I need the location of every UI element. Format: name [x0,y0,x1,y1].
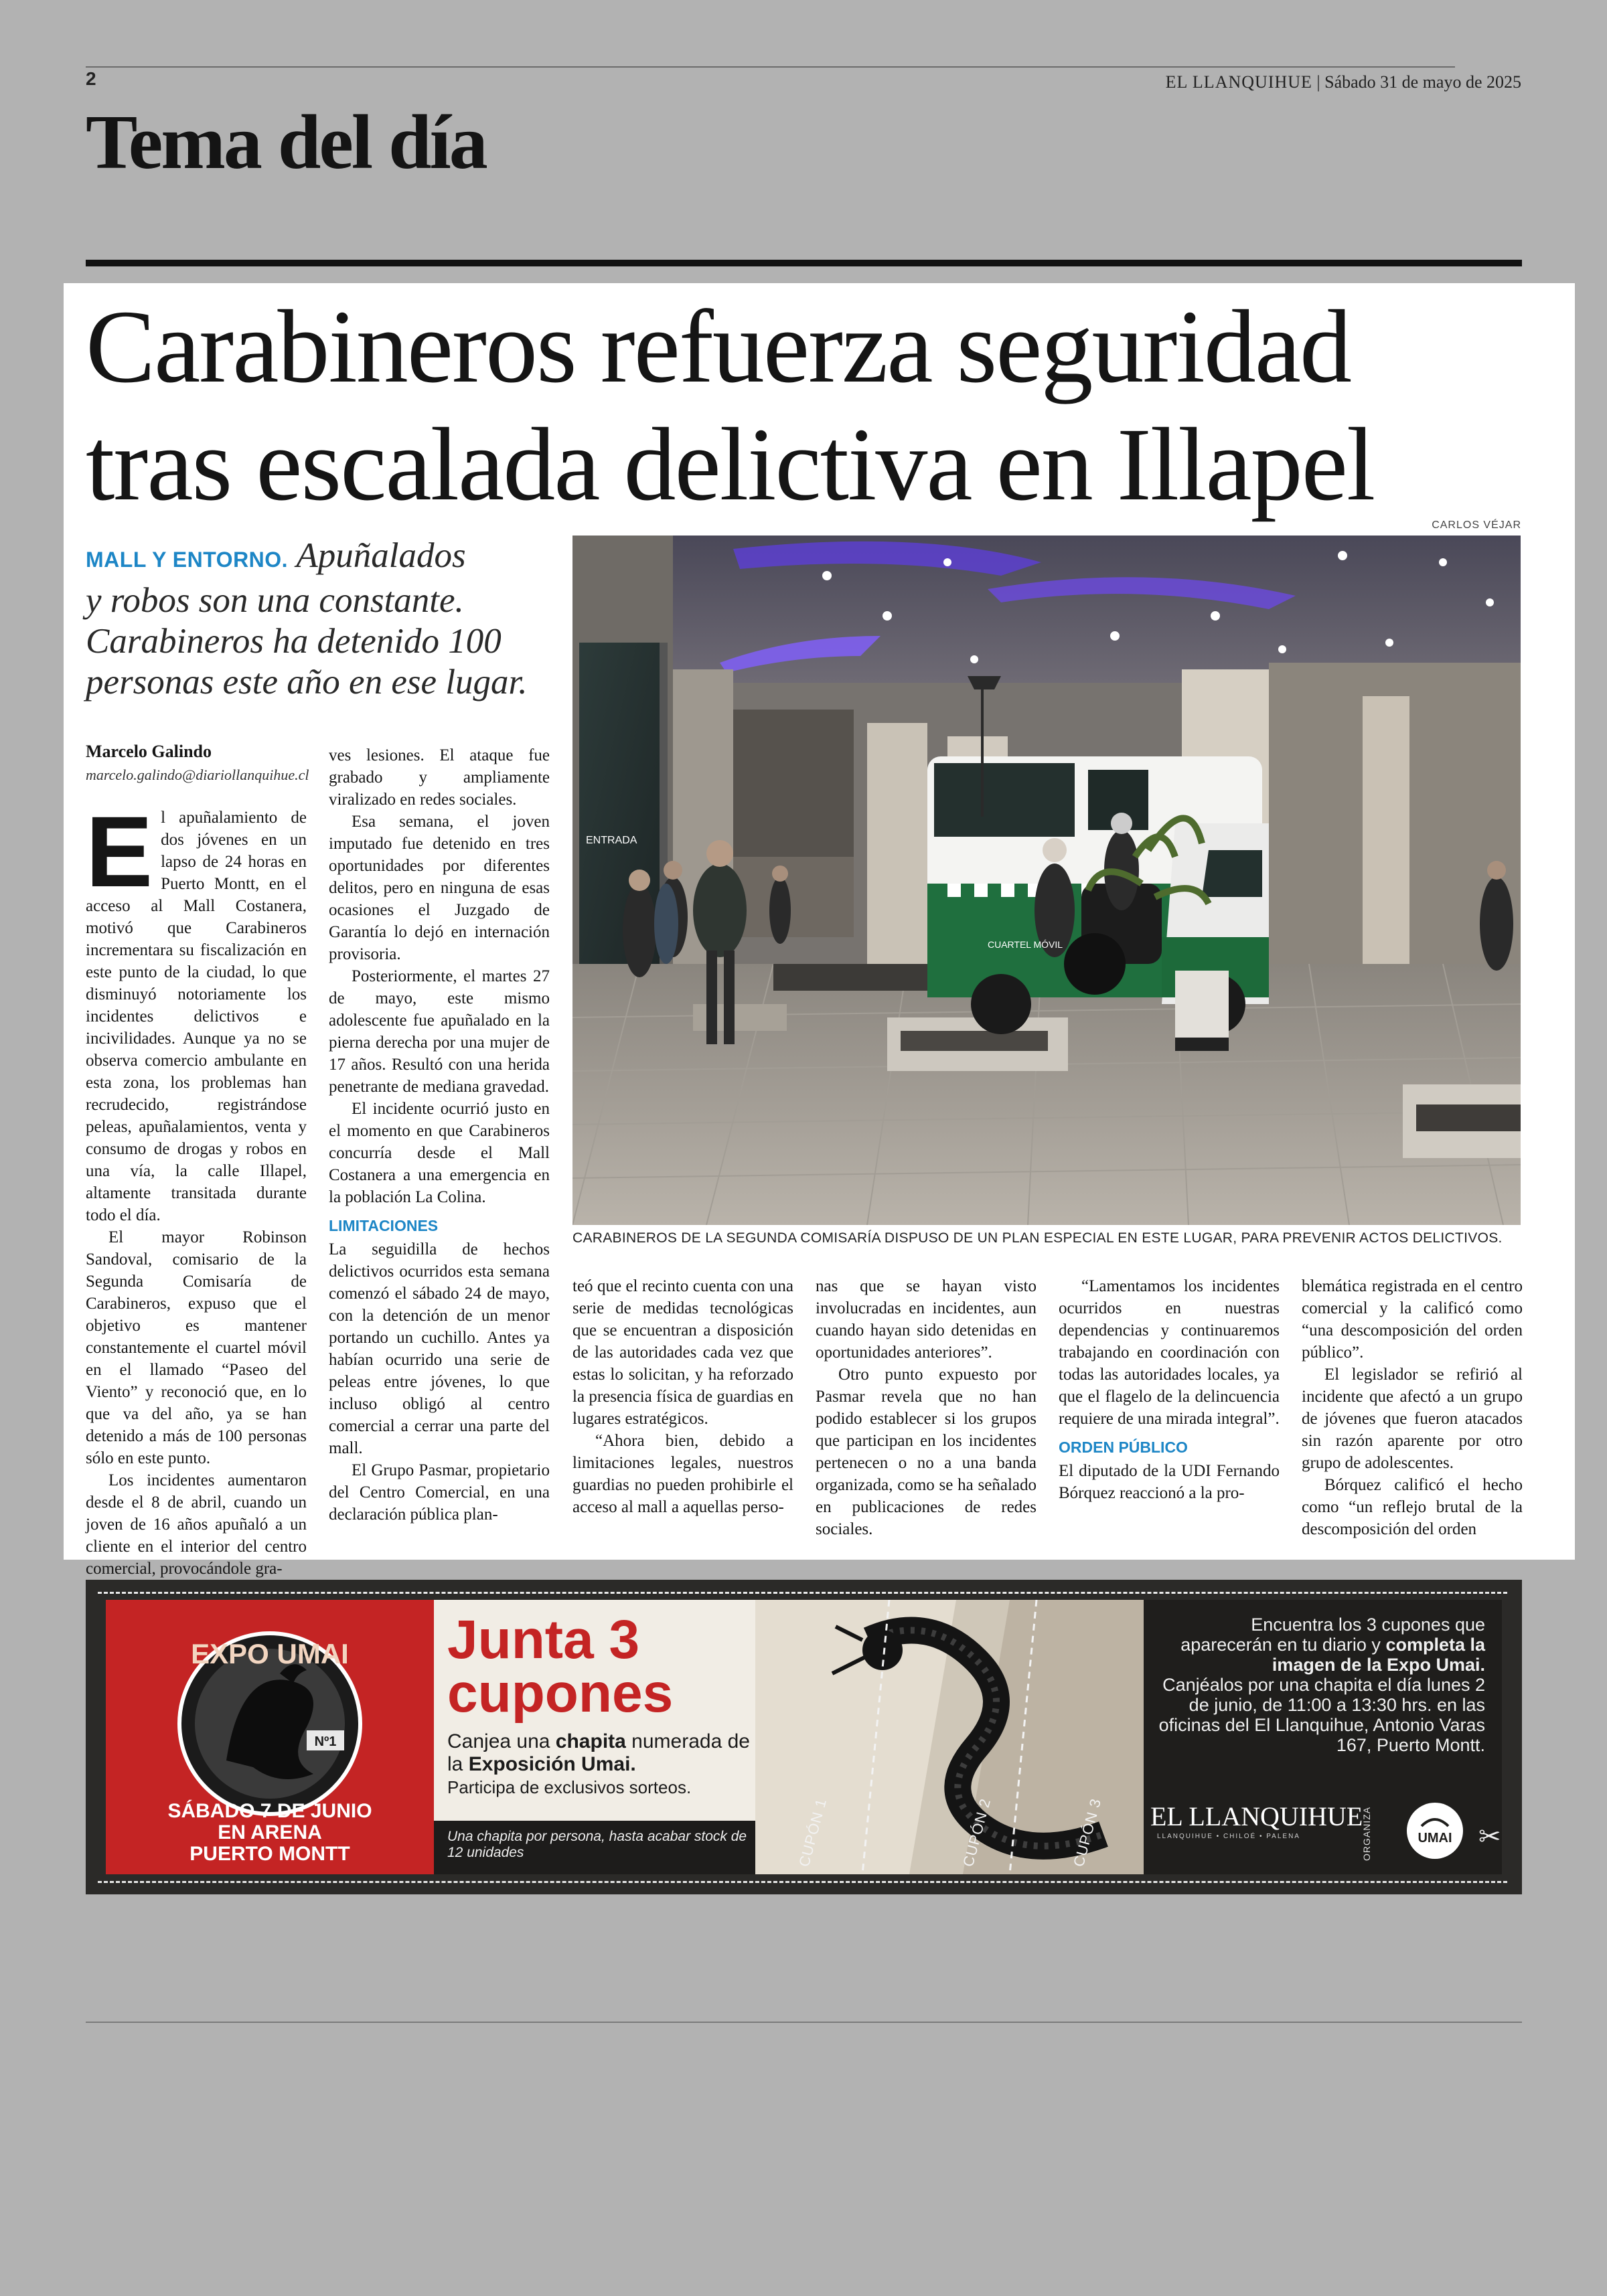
paper-name: EL LLANQUIHUE [1165,72,1312,92]
col2-para-5: La seguidilla de hechos delictivos ocurridos esta semana comenzó el sábado 24 de mayo, con la detención de un menor portando un cuchillo. Antes ya habían ocurrido una serie de peleas entre jóvenes, lo que incluso obligó al centro comercial a cerrar una parte del mall. [329,1240,550,1457]
subhead-limitaciones: LIMITACIONES [329,1217,439,1234]
col2-para-3: Posteriormente, el martes 27 de mayo, este mismo adolescente fue apuñalado en la pierna derecha por una mujer de 17 años. Resultó con una herida penetrante de mediana gravedad. [329,967,550,1096]
col5-para-2: El diputado de la UDI Fernando Bórquez reaccionó a la pro- [1059,1462,1280,1502]
ad-text [447,1730,755,1799]
col2-para-1: ves lesiones. El ataque fue grabado y ampliamente viralizado en redes sociales. [329,746,550,809]
coupon-3-label: CUPÓN 3 [1070,1796,1105,1869]
author-name: Marcelo Galindo [86,742,212,761]
col4-para-2: Otro punto expuesto por Pasmar revela que no han podido establecer si los grupos que participan en los incidentes pertenecen o no a una banda organizada, como se ha señalado en publicaciones de redes sociales. [816,1366,1037,1538]
coupon-strip [755,1600,1144,1874]
event-line-2: EN ARENA [218,1821,322,1843]
kicker-line-4: personas este año en ese lugar. [86,663,528,702]
mall-scene-illustration [572,536,1521,1225]
scissors-icon: ✂ [1478,1821,1501,1852]
photo-caption: CARABINEROS DE LA SEGUNDA COMISARÍA DISPUSO DE UN PLAN ESPECIAL EN ESTE LUGAR, PARA PREVENIR ACTOS DELICTIVOS. [572,1230,1503,1246]
top-rule [86,66,1455,68]
column-3 [572,1275,793,1518]
ad-text-bold-1: chapita [555,1730,626,1752]
masthead: EL LLANQUIHUE | Sábado 31 de mayo de 2025 [1165,72,1521,92]
col6-para-1: blemática registrada en el centro comercial y la calificó como “una descomposición del orden público”. [1302,1277,1523,1362]
instr-bold: completa la imagen de la Expo Umai. [1272,1635,1485,1675]
event-line-3: PUERTO MONTT [189,1843,350,1865]
headline-line-2: tras escalada delictiva en Illapel [86,406,1375,522]
column-4 [816,1275,1037,1540]
umai-logo [1405,1801,1465,1861]
headline [86,288,1512,523]
article-photo [572,536,1521,1225]
ad-note: Una chapita por persona, hasta acabar stock de 12 unidades [447,1829,747,1860]
column-6 [1302,1275,1523,1540]
coupon-2-label: CUPÓN 2 [960,1796,994,1869]
vehicle-label: CUARTEL MÓVIL [988,939,1063,950]
page-number: 2 [86,68,96,89]
col3-para-2: “Ahora bien, debido a limitaciones legales, nuestros guardias no pueden prohibirle el acceso al mall a aquellas perso- [572,1432,793,1516]
coupon-1-label: CUPÓN 1 [795,1796,830,1869]
col1-para-3: Los incidentes aumentaron desde el 8 de abril, cuando un joven de 16 años apuñaló a un cliente en el interior del centro comercial, provocándole gra- [86,1471,307,1578]
brand-logo: EL LLANQUIHUE [1150,1801,1363,1831]
ad-text-part-1: Canjea una [447,1730,556,1752]
ad-text-line-3: Participa de exclusivos sorteos. [447,1777,692,1797]
ad-title-line-1: Junta 3 [447,1609,640,1670]
event-date [106,1801,434,1865]
col2-para-4: El incidente ocurrió justo en el momento en que Carabineros concurría desde el Mall Costanera a una emergencia en la población La Colina. [329,1100,550,1206]
col1-para-1: l apuñalamiento de dos jóvenes en un lapso de 24 horas en Puerto Montt, en el acceso al Mall Costanera, motivó que Carabineros incrementara su fiscalización en este punto de la ciudad, lo que disminuyó notoriamente los incidentes delictivos e incivilidades. Aunque ya no se observa comercio ambulante en esta zona, los problemas han recrudecido, registrándose peleas, apuñalamientos, venta y consumo de drogas y robos en una vía, la calle Illapel, altamente transitada durante todo el día. [86,809,307,1224]
col2-para-6: El Grupo Pasmar, propietario del Centro Comercial, en una declaración pública plan- [329,1461,550,1524]
logo-title: EXPO UMAI [191,1638,349,1669]
issue-date: Sábado 31 de mayo de 2025 [1324,72,1521,92]
instr-part-1: Encuentra los 3 cupones que aparecerán en tu diario y [1180,1615,1485,1655]
expo-umai-ad[interactable] [86,1580,1522,1894]
ad-title-line-2: cupones [447,1663,674,1724]
kicker-line-1: Apuñalados [296,536,466,575]
organiza-label: ORGANIZA [1361,1806,1372,1861]
col3-para-1: teó que el recinto cuenta con una serie de medidas tecnológicas que se encuentran a disposición de las autoridades cada vez que estas lo solicitan, y ha reforzado la presencia física de guardias en lugares estratégicos. [572,1277,793,1428]
ad-dashed-border-bottom [98,1881,1507,1883]
author-email[interactable]: marcelo.galindo@diariollanquihue.cl [86,766,309,783]
ad-instructions [1157,1615,1485,1755]
column-5 [1059,1275,1280,1504]
kicker-tag: MALL Y ENTORNO. [86,548,289,572]
col5-para-1: “Lamentamos los incidentes ocurridos en nuestras dependencias y continuaremos trabajando en coordinación con todas las autoridades locales, ya que el flagelo de la delincuencia requiere de una mirada integral”. [1059,1277,1280,1428]
kicker-line-2: y robos son una constante. [86,581,464,620]
ad-title [447,1609,674,1724]
column-2 [329,744,550,1526]
col6-para-2: El legislador se refirió al incidente que afectó a un grupo de jóvenes que fueron atacados sin razón aparente por otro grupo de adolescentes. [1302,1366,1523,1472]
col6-para-3: Bórquez calificó el hecho como “un reflejo brutal de la descomposición del orden [1302,1476,1523,1538]
umai-logo-text: UMAI [1418,1831,1452,1846]
col2-para-2: Esa semana, el joven imputado fue detenido en tres oportunidades por diferentes delitos, pero en ninguna de esas ocasiones el Juzgado de Garantía lo dejó en internación provisoria. [329,813,550,963]
logo-number: Nº1 [314,1734,337,1749]
bottom-rule [86,2022,1522,2023]
kicker [86,536,554,703]
kicker-line-3: Carabineros ha detenido 100 [86,622,502,661]
photo-credit: CARLOS VÉJAR [1432,519,1521,531]
section-rule [86,260,1522,266]
section-title: Tema del día [86,100,486,185]
ad-text-part-2: numerada de la [447,1730,750,1775]
headline-line-1: Carabineros refuerza seguridad [86,289,1351,404]
subhead-orden-publico: ORDEN PÚBLICO [1059,1439,1188,1456]
event-line-1: SÁBADO 7 DE JUNIO [167,1800,372,1822]
ad-text-bold-2: Exposición Umai. [468,1753,636,1775]
instr-part-2: Canjéalos por una chapita el día lunes 2 de junio, de 11:00 a 13:30 hrs. en las oficinas del El Llanquihue, Antonio Varas 167, Puerto Montt. [1158,1675,1485,1755]
col1-para-2: El mayor Robinson Sandoval, comisario de la Segunda Comisaría de Carabineros, expuso que el objetivo es mantener constantemente el cuartel móvil en el llamado “Paseo del Viento” y reconoció que, en lo que va del año, ya se han detenido a más de 100 personas sólo en este punto. [86,1228,307,1467]
dropcap: E [86,795,153,908]
entrance-sign-text: ENTRADA [586,835,637,846]
column-1 [86,795,307,1580]
col4-para-1: nas que se hayan visto involucradas en incidentes, aun cuando hayan sido detenidas en oportunidades anteriores”. [816,1277,1037,1362]
brand-tagline: LLANQUIHUE • CHILOÉ • PALENA [1157,1833,1300,1840]
